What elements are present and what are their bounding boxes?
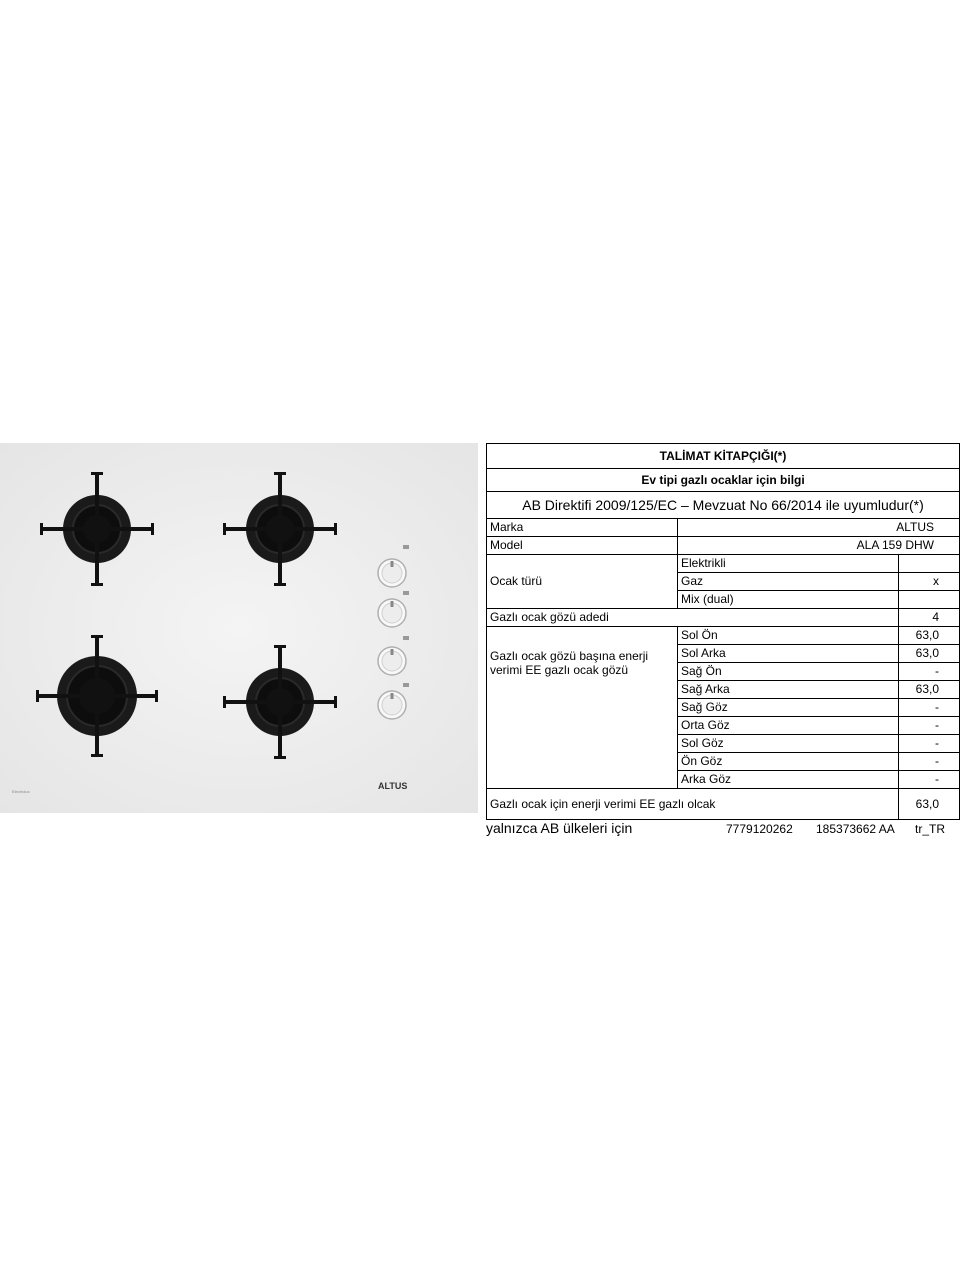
model-value: ALA 159 DHW	[678, 537, 960, 555]
knob-4	[378, 691, 406, 719]
footer-locale: tr_TR	[915, 822, 945, 836]
verim-row-value: -	[899, 663, 960, 681]
small-print: Electrolux	[12, 789, 30, 794]
ocak-turu-option: Gaz	[678, 573, 899, 591]
hob-glass-surface	[0, 443, 478, 813]
verim-row-label: Sağ Göz	[678, 699, 899, 717]
knob-3	[378, 647, 406, 675]
verim-row-label: Sağ Arka	[678, 681, 899, 699]
goz-adedi-value: 4	[899, 609, 960, 627]
brand-logo: ALTUS	[378, 781, 408, 791]
energy-info-table	[486, 443, 960, 820]
energy-info-table-container	[486, 443, 959, 820]
verim-row-value: -	[899, 735, 960, 753]
verim-row-value: -	[899, 753, 960, 771]
verim-row-value: -	[899, 717, 960, 735]
verim-row-label: Ön Göz	[678, 753, 899, 771]
verim-row-value: 63,0	[899, 645, 960, 663]
verim-row-label: Sol Ön	[678, 627, 899, 645]
total-efficiency-value: 63,0	[899, 789, 960, 820]
knob-1	[378, 559, 406, 587]
footer-code-1: 7779120262	[726, 822, 793, 836]
ocak-turu-value: x	[899, 573, 960, 591]
verim-row-label: Sol Arka	[678, 645, 899, 663]
table-title: TALİMAT KİTAPÇIĞI(*)	[487, 444, 960, 469]
ocak-turu-option: Mix (dual)	[678, 591, 899, 609]
verim-row-label: Sağ Ön	[678, 663, 899, 681]
verim-row-value: 63,0	[899, 681, 960, 699]
marka-label: Marka	[487, 519, 678, 537]
total-efficiency-label: Gazlı ocak için enerji verimi EE gazlı olcak	[487, 789, 899, 820]
verim-row-label: Arka Göz	[678, 771, 899, 789]
model-label: Model	[487, 537, 678, 555]
marka-value: ALTUS	[678, 519, 960, 537]
verim-row-label: Orta Göz	[678, 717, 899, 735]
footer-note: yalnızca AB ülkeleri için	[486, 820, 633, 836]
ocak-turu-value	[899, 591, 960, 609]
table-subtitle: Ev tipi gazlı ocaklar için bilgi	[487, 469, 960, 492]
verim-row-label: Sol Göz	[678, 735, 899, 753]
hob-product-image	[0, 443, 478, 813]
goz-adedi-label: Gazlı ocak gözü adedi	[487, 609, 899, 627]
footer-code-2: 185373662 AA	[816, 822, 895, 836]
verim-row-value: 63,0	[899, 627, 960, 645]
verim-label: Gazlı ocak gözü başına enerji verimi EE gazlı ocak gözü	[487, 627, 678, 789]
verim-row-value: -	[899, 771, 960, 789]
ocak-turu-label: Ocak türü	[487, 555, 678, 609]
directive-text: AB Direktifi 2009/125/EC – Mevzuat No 66/2014 ile uyumludur(*)	[487, 492, 960, 519]
verim-row-value: -	[899, 699, 960, 717]
knob-2	[378, 599, 406, 627]
ocak-turu-option: Elektrikli	[678, 555, 899, 573]
ocak-turu-value	[899, 555, 960, 573]
